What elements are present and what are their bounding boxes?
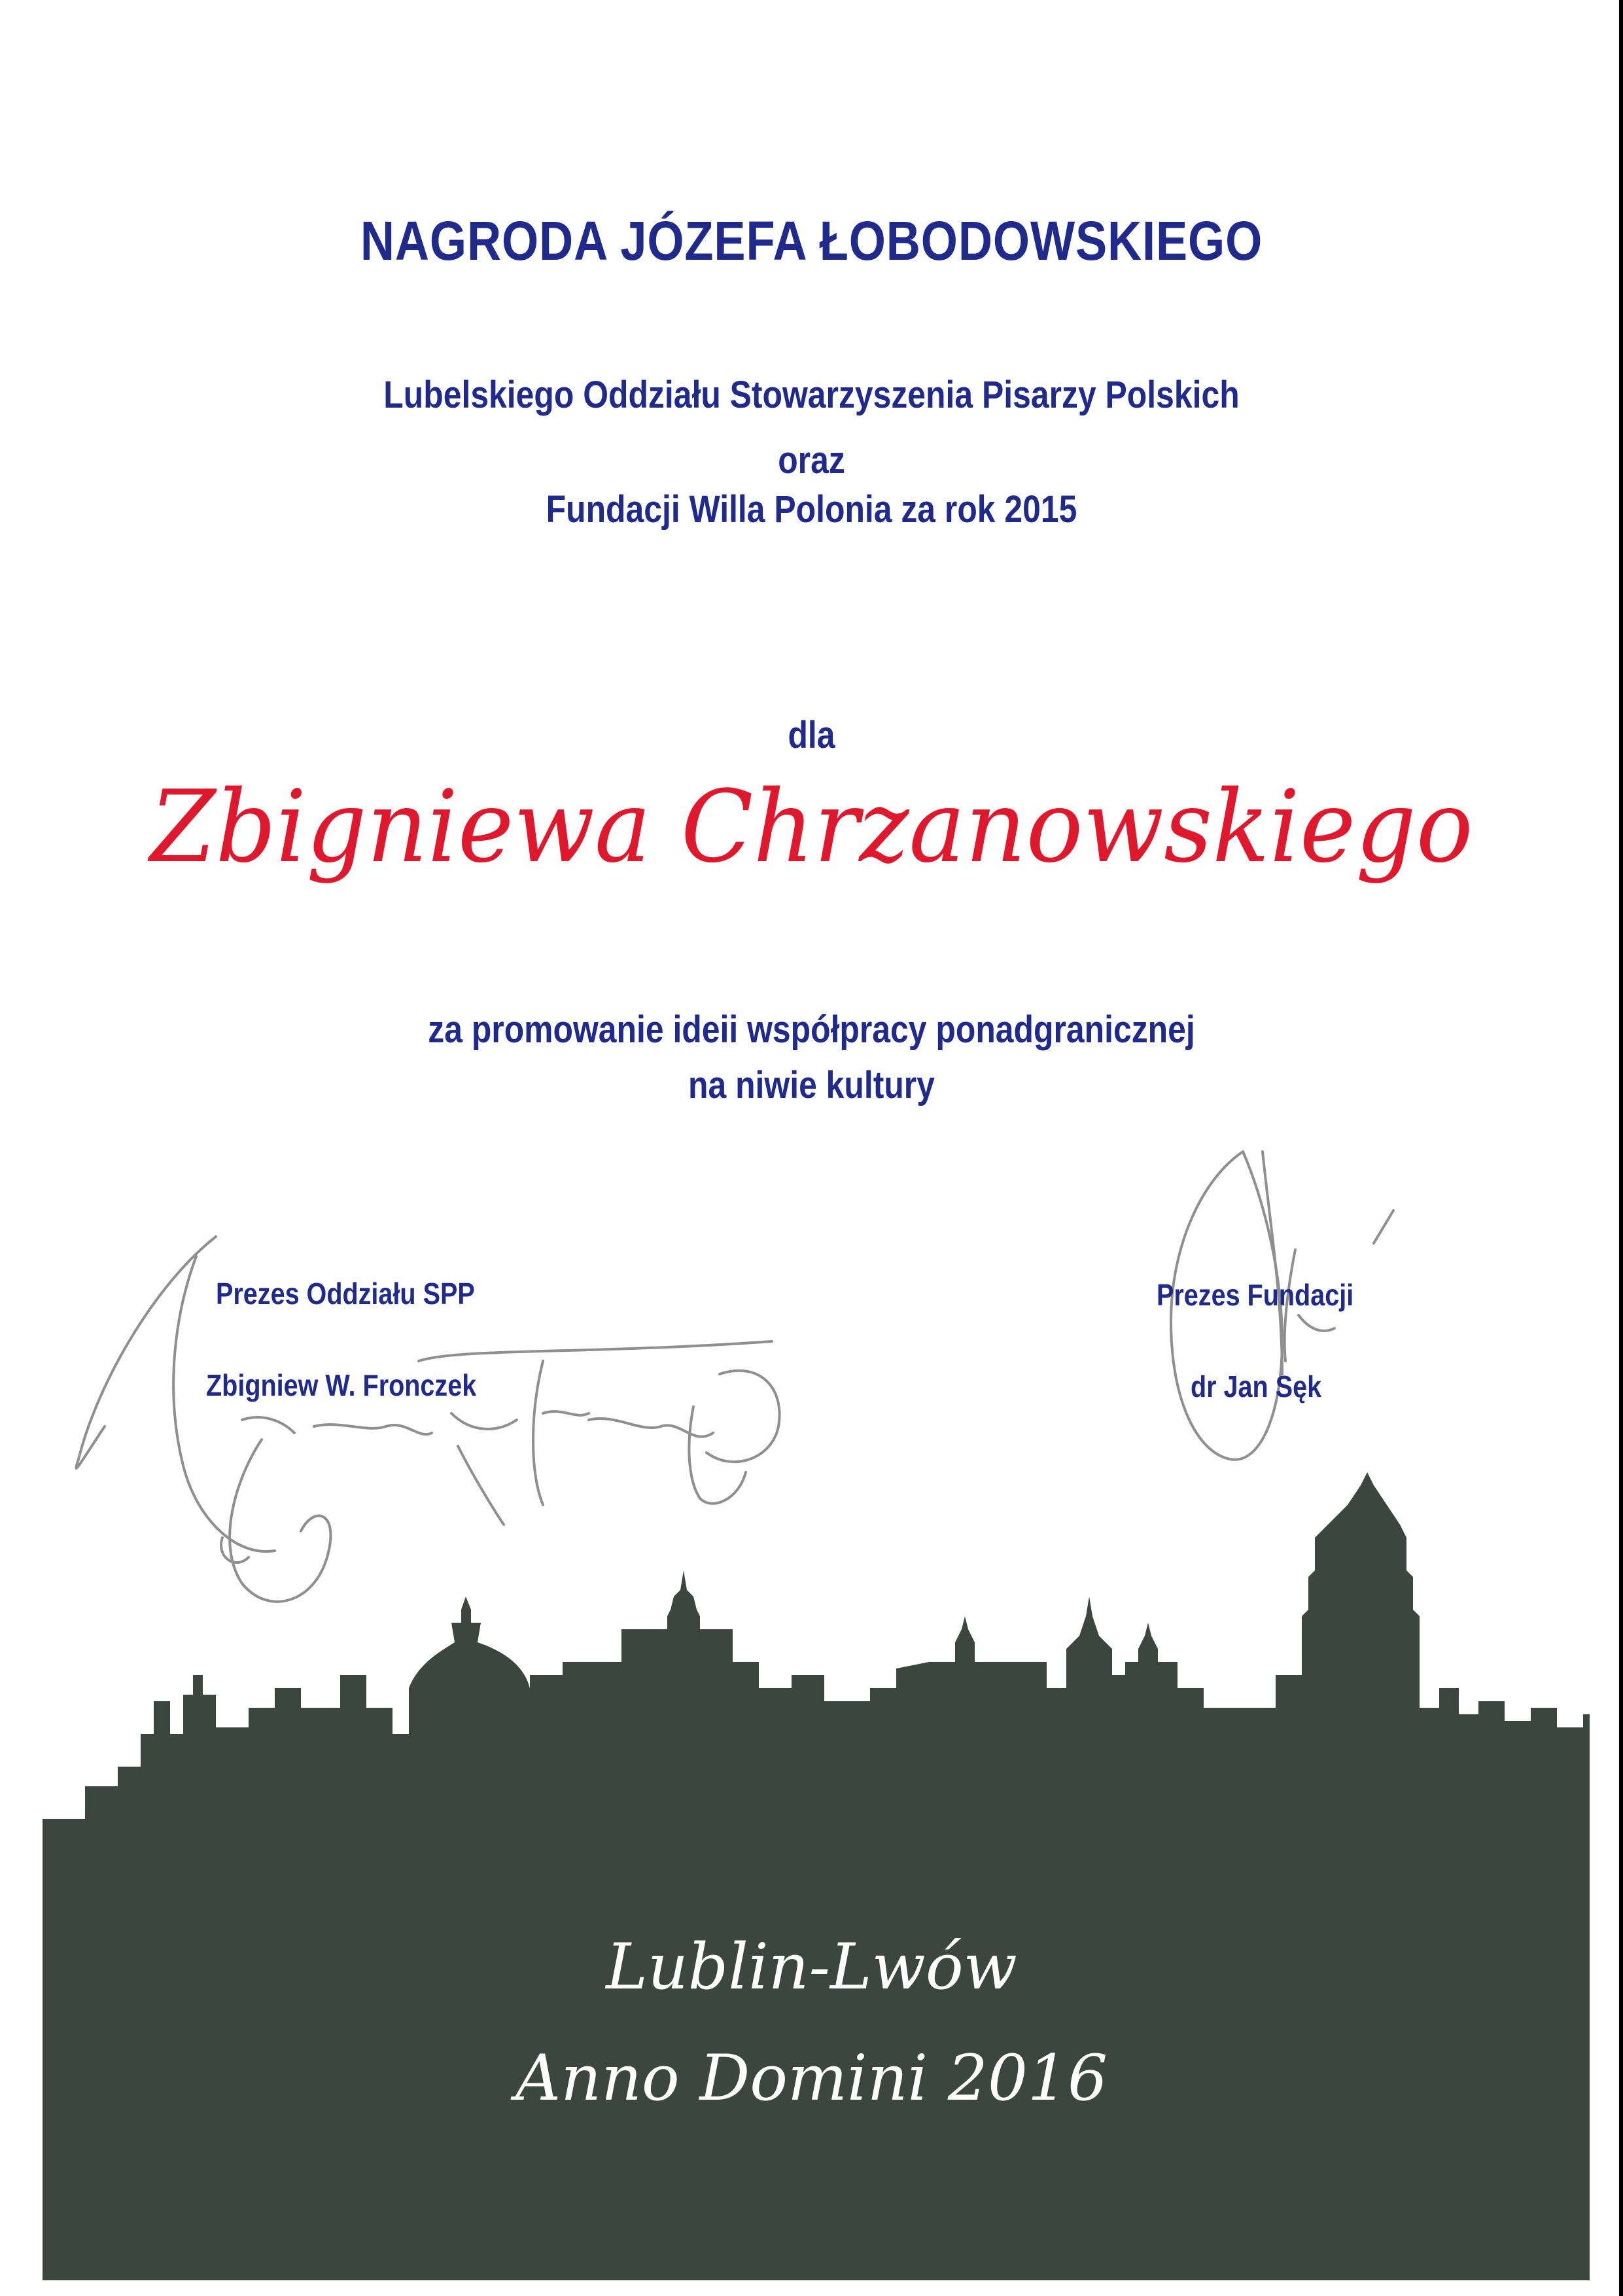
scan-edge: [1619, 0, 1623, 2296]
conjunction-text: oraz: [778, 439, 845, 482]
award-reason-line-2: na niwie kultury: [688, 1064, 935, 1106]
left-signatory-name: Zbigniew W. Fronczek: [206, 1368, 477, 1402]
place-text: Lublin-Lwów: [606, 1930, 1017, 2004]
recipient-preposition: dla: [788, 714, 835, 756]
right-signatory-role: Prezes Fundacji: [1157, 1278, 1354, 1312]
right-signatory-name: dr Jan Sęk: [1191, 1369, 1322, 1404]
awarding-organization: Lubelskiego Oddziału Stowarzyszenia Pisarzy Polskich: [383, 374, 1240, 416]
award-reason-line-1: za promowanie ideii współpracy ponadgranicznej: [428, 1008, 1195, 1051]
award-title: NAGRODA JÓZEFA ŁOBODOWSKIEGO: [360, 210, 1263, 272]
date-text: Anno Domini 2016: [515, 2041, 1108, 2115]
co-awarding-foundation: Fundacji Willa Polonia za rok 2015: [546, 488, 1077, 531]
left-signatory-role: Prezes Oddziału SPP: [216, 1277, 475, 1311]
recipient-name: Zbigniewa Chrzanowskiego: [150, 769, 1473, 885]
